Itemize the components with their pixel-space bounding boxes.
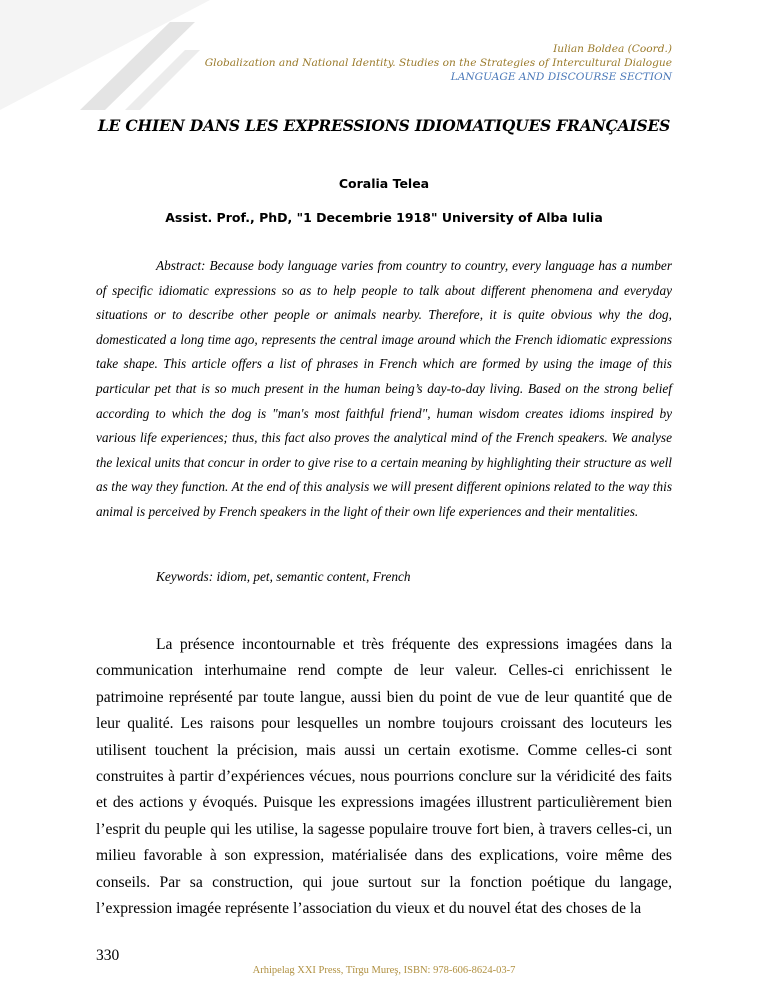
footer-publisher: Arhipelag XXI Press, Tîrgu Mureş, ISBN: 978-606-8624-03-7 xyxy=(252,965,516,976)
header-editor: Iulian Boldea (Coord.) xyxy=(553,43,672,55)
corner-decoration xyxy=(0,0,210,110)
author-name: Coralia Telea xyxy=(338,176,430,191)
header-section: LANGUAGE AND DISCOURSE SECTION xyxy=(450,71,672,83)
page-number: 330 xyxy=(96,947,120,964)
abstract: Abstract: Because body language varies from country to country, every language has a number of specific idiomatic expressions so as to help people to talk about different phenomena and everyday situations or to describe other people or animals nearby. Therefore, it is quite obvious why the dog, domesticated a long time ago, represents the central image around which the French idiomatic expressions take shape. This article offers a list of phrases in French which are formed by using the image of this particular pet that is so much present in the human being’s day-to-day living. Based on the strong belief according to which the dog is "man's most faithful friend", human wisdom creates idioms inspired by various life experiences; thus, this fact also proves the analytical mind of the French speakers. We analyse the lexical units that concur in order to give rise to a certain meaning by highlighting their structure as well as the way they function. At the end of this analysis we will present different opinions related to the way this animal is perceived by French speakers in the light of their own life experiences and their mentalities. xyxy=(96,258,672,519)
running-header xyxy=(205,42,672,84)
header-book-title: Globalization and National Identity. Studies on the Strategies of Intercultural Dialogue xyxy=(204,57,672,69)
author-affiliation: Assist. Prof., PhD, "1 Decembrie 1918" University of Alba Iulia xyxy=(165,210,603,225)
body-paragraph: La présence incontournable et très fréquente des expressions imagées dans la communication interhumaine rend compte de leur valeur. Celles-ci enrichissent le patrimoine représenté par toute langue, aussi bien du point de vue de leur quantité que de leur qualité. Les raisons pour lesquelles un nombre toujours croissant des locuteurs les utilisent touchent la précision, mais aussi un certain exotisme. Comme celles-ci sont construites à partir d’expériences vécues, nous pourrions conclure sur la véridicité des faits et des actions y évoqués. Puisque les expressions imagées illustrent particulièrement bien l’esprit du peuple qui les utilise, la sagesse populaire trouve fort bien, à travers celles-ci, un milieu favorable à son expression, matérialisée dans des explications, voire même des conseils. Par sa construction, qui joue surtout sur la fonction poétique du langage, l’expression imagée représente l’association du vieux et du nouvel état des choses de la xyxy=(96,636,672,918)
article-title: LE CHIEN DANS LES EXPRESSIONS IDIOMATIQUES FRANÇAISES xyxy=(97,116,671,135)
keywords: Keywords: idiom, pet, semantic content, French xyxy=(156,569,411,584)
